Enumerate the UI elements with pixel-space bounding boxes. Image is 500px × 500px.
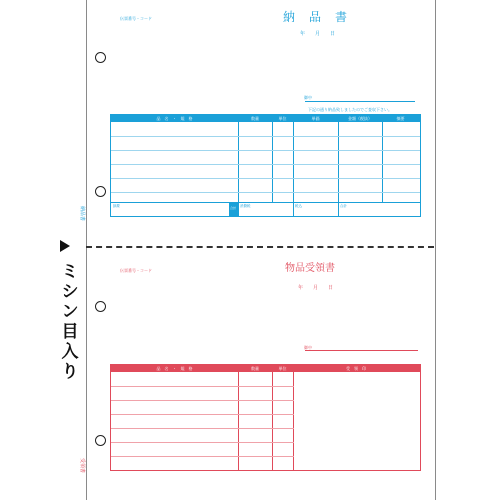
lower-row-line <box>111 400 294 401</box>
upper-footer-taxin: 税込 <box>295 204 302 208</box>
upper-footer-remarks: 摘要 <box>113 204 120 208</box>
upper-addressee-suffix: 御中 <box>304 95 312 100</box>
lower-header-unit: 単位 <box>278 365 287 371</box>
upper-date: 年 月 日 <box>300 31 336 37</box>
upper-col-divider <box>238 115 239 202</box>
lower-row-line <box>111 414 294 415</box>
lower-header-name: 品 名 ・ 規 格 <box>156 365 193 371</box>
perforation-char: シ <box>61 282 79 302</box>
upper-header-remarks: 摘要 <box>396 115 405 121</box>
lower-title: 物品受領書 <box>285 263 335 274</box>
lower-col-divider <box>293 365 294 470</box>
lower-header-qty: 数量 <box>251 365 259 371</box>
lower-table-header <box>111 365 420 372</box>
upper-row-line <box>111 164 420 165</box>
upper-items-table <box>110 114 421 217</box>
lower-date: 年 月 日 <box>298 285 334 291</box>
upper-footer-divider <box>338 202 339 216</box>
upper-footer-total-label: 合計 <box>230 206 237 210</box>
lower-col-divider <box>238 365 239 470</box>
upper-footer-tax: 消費税 <box>240 204 251 208</box>
upper-footer-divider <box>293 202 294 216</box>
lower-items-table <box>110 364 421 471</box>
upper-row-line <box>111 136 420 137</box>
lower-slip-code: 伝票番号・コード <box>120 268 152 273</box>
perforation-arrow-icon <box>60 240 70 252</box>
perforation-char: ミ <box>61 262 79 282</box>
upper-header-qty: 数量 <box>251 115 259 121</box>
lower-row-line <box>111 428 294 429</box>
upper-header-price: 単価 <box>311 115 320 121</box>
upper-col-divider <box>293 115 294 202</box>
lower-row-line <box>111 386 294 387</box>
perforation-line <box>86 246 434 248</box>
perforation-char: ン <box>61 302 79 322</box>
binder-hole <box>95 301 106 312</box>
lower-row-line <box>111 442 294 443</box>
lower-header-receipt: 受 領 印 <box>346 365 366 371</box>
perforation-label <box>58 262 82 382</box>
lower-margin-label: 受領書 <box>79 458 85 474</box>
upper-footer-grand: 合計 <box>340 204 347 208</box>
binder-hole <box>95 186 106 197</box>
lower-addressee-line <box>305 350 418 351</box>
upper-slip-code: 伝票番号・コード <box>120 16 152 21</box>
lower-addressee-suffix: 御中 <box>304 345 312 350</box>
upper-row-line <box>111 192 420 193</box>
upper-col-divider <box>382 115 383 202</box>
upper-row-line <box>111 178 420 179</box>
upper-col-divider <box>338 115 339 202</box>
lower-col-divider <box>272 365 273 470</box>
upper-col-divider <box>272 115 273 202</box>
perforation-char: り <box>61 362 79 382</box>
upper-row-line <box>111 150 420 151</box>
upper-header-unit: 単位 <box>278 115 287 121</box>
upper-title: 納 品 書 <box>283 10 349 24</box>
binder-hole <box>95 435 106 446</box>
perforation-char: 入 <box>61 342 79 362</box>
lower-row-line <box>111 456 294 457</box>
upper-addressee-line <box>305 101 415 102</box>
upper-total-line <box>111 202 420 203</box>
upper-footer-divider <box>238 202 239 216</box>
upper-header-amount: 金額（税抜） <box>348 115 372 121</box>
upper-margin-label: 納品書 <box>79 206 85 222</box>
upper-header-name: 品 名 ・ 規 格 <box>156 115 193 121</box>
upper-message: 下記の通り納品致しましたのでご査収下さい。 <box>308 107 392 112</box>
upper-table-header <box>111 115 420 122</box>
binder-hole <box>95 52 106 63</box>
perforation-char: 目 <box>61 322 79 342</box>
